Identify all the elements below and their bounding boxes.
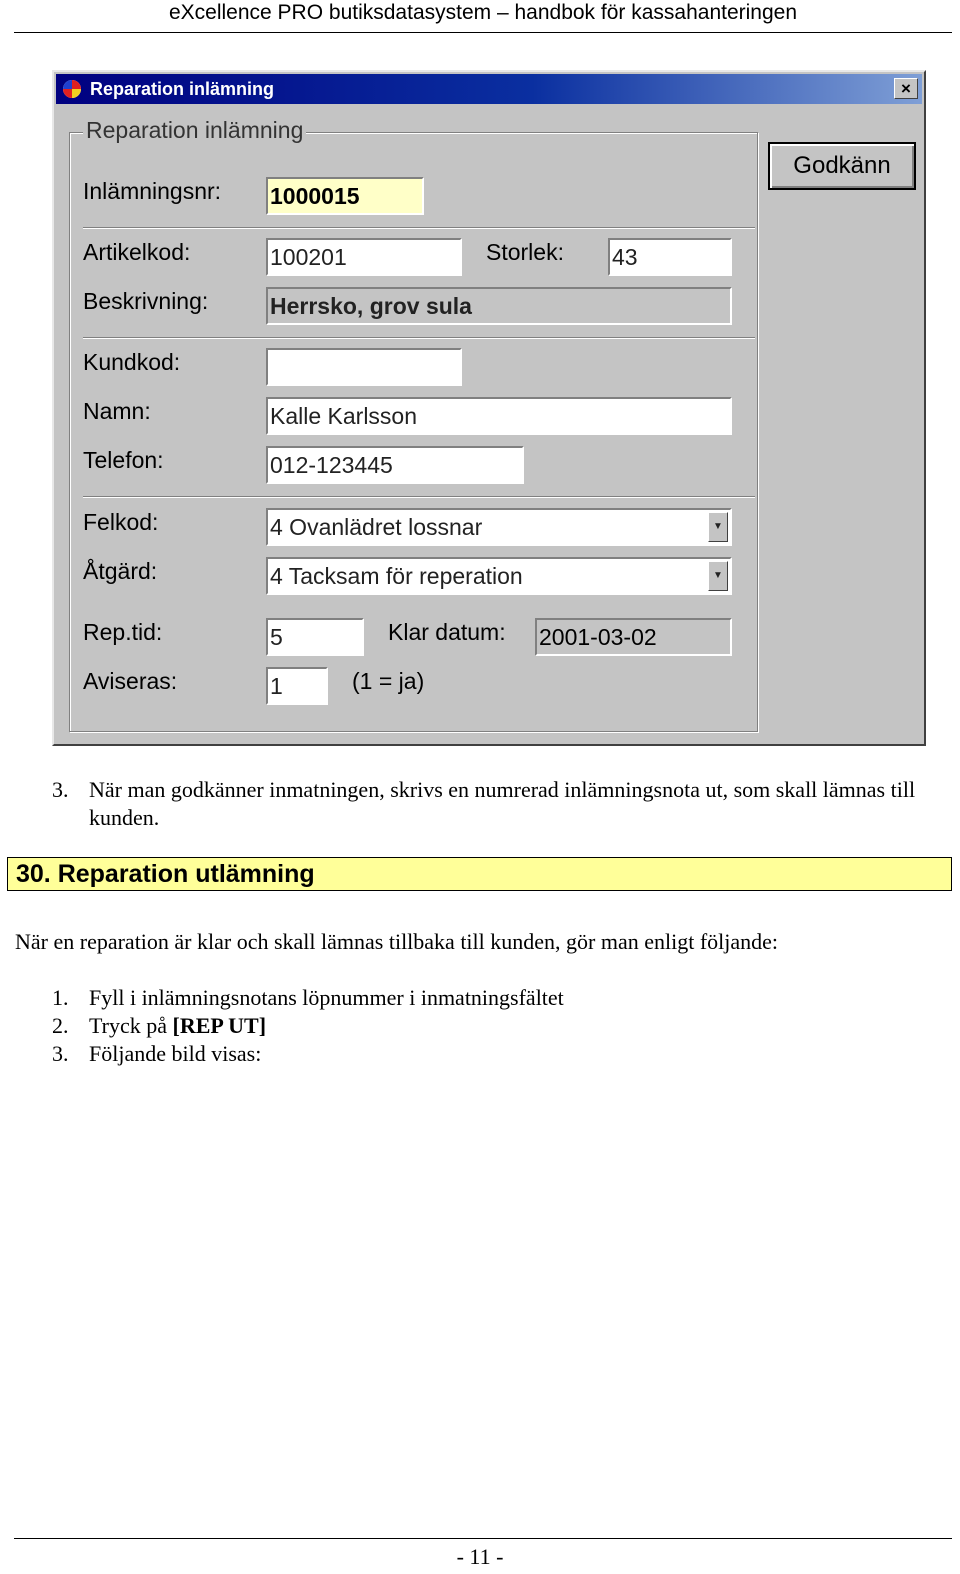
chevron-down-icon[interactable]: ▼ — [708, 561, 728, 591]
dialog-title: Reparation inlämning — [90, 79, 275, 99]
dialog-titlebar[interactable] — [56, 74, 922, 104]
beskrivning-label: Beskrivning: — [83, 288, 209, 314]
list-item-number: 2. — [52, 1013, 69, 1038]
group-title: Reparation inlämning — [83, 117, 306, 144]
klar-datum-label: Klar datum: — [388, 619, 506, 645]
felkod-label: Felkod: — [83, 509, 159, 535]
divider — [83, 496, 755, 498]
namn-label: Namn: — [83, 398, 151, 424]
list-item: Följande bild visas: — [89, 1041, 262, 1066]
intro-paragraph: När en reparation är klar och skall lämnas tillbaka till kunden, gör man enligt följande: — [15, 929, 779, 954]
beskrivning-field: Herrsko, grov sula — [266, 287, 732, 325]
app-icon — [62, 79, 82, 99]
namn-field[interactable]: Kalle Karlsson — [266, 397, 732, 435]
group-reparation-inlamning — [69, 117, 758, 732]
step3-number: 3. — [52, 777, 69, 802]
page-number: - 11 - — [456, 1544, 504, 1569]
aviseras-field[interactable]: 1 — [266, 667, 328, 705]
reparation-inlamning-dialog — [52, 70, 926, 746]
list-item — [89, 1012, 266, 1040]
section-heading: 30. Reparation utlämning — [7, 857, 952, 891]
aviseras-label: Aviseras: — [83, 668, 178, 694]
footer-divider — [14, 1538, 952, 1539]
telefon-label: Telefon: — [83, 447, 164, 473]
kundkod-label: Kundkod: — [83, 349, 181, 375]
list-item: Fyll i inlämningsnotans löpnummer i inmatningsfältet — [89, 985, 564, 1010]
inlamningsnr-field[interactable]: 1000015 — [266, 177, 424, 215]
inlamningsnr-label: Inlämningsnr: — [83, 178, 222, 204]
godkann-button[interactable]: Godkänn — [768, 142, 916, 190]
atgard-label: Åtgärd: — [83, 558, 158, 584]
list-item-number: 1. — [52, 985, 69, 1010]
felkod-combobox[interactable] — [266, 508, 732, 546]
klar-datum-field: 2001-03-02 — [535, 618, 732, 656]
telefon-field[interactable]: 012-123445 — [266, 446, 524, 484]
atgard-combobox[interactable] — [266, 557, 732, 595]
reptid-label: Rep.tid: — [83, 619, 163, 645]
list-item-number: 3. — [52, 1041, 69, 1066]
aviseras-hint: (1 = ja) — [352, 668, 425, 694]
step-text: Tryck på — [89, 1013, 173, 1038]
artikelkod-field[interactable]: 100201 — [266, 238, 462, 276]
storlek-label: Storlek: — [486, 239, 564, 265]
felkod-value: 4 Ovanlädret lossnar — [270, 514, 483, 540]
rep-ut-key: [REP UT] — [172, 1013, 267, 1038]
divider — [83, 227, 755, 229]
divider — [83, 337, 755, 339]
kundkod-field[interactable] — [266, 348, 462, 386]
page-header: eXcellence PRO butiksdatasystem – handbok för kassahanteringen — [14, 0, 952, 33]
close-icon[interactable]: × — [894, 78, 918, 99]
chevron-down-icon[interactable]: ▼ — [708, 512, 728, 542]
step3-text: När man godkänner inmatningen, skrivs en numrerad inlämningsnota ut, som skall lämnas till kunden. — [89, 777, 916, 830]
artikelkod-label: Artikelkod: — [83, 239, 191, 265]
reptid-field[interactable]: 5 — [266, 618, 364, 656]
storlek-field[interactable]: 43 — [608, 238, 732, 276]
atgard-value: 4 Tacksam för reperation — [270, 563, 523, 589]
